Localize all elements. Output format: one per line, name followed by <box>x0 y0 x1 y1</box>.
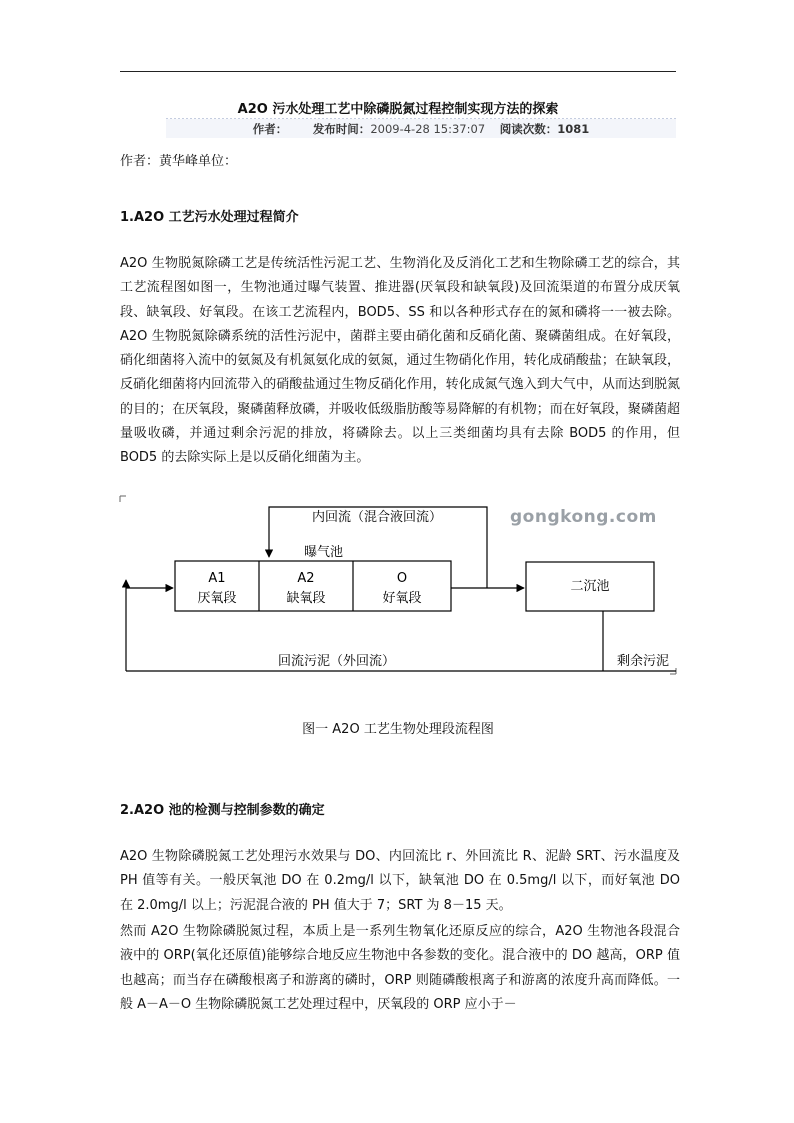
meta-author-label: 作者： <box>252 122 288 136</box>
article-meta-bar <box>166 118 676 138</box>
figure-caption: 图一 A2O 工艺生物处理段流程图 <box>302 722 494 737</box>
section1-heading: 1.A2O 工艺污水处理过程简介 <box>120 210 299 225</box>
section2-paragraph2: 然而 A2O 生物除磷脱氮过程，本质上是一系列生物氧化还原反应的综合，A2O 生物池各段混合液中的 ORP(氧化还原值)能够综合地反应生物池中各参数的变化。混合液中的 DO 越高，ORP 值也越高；而当存在磷酸根离子和游离的磷时，ORP 则随磷酸根离子和游离的浓度升高而降低。一般 A－A－O 生物除磷脱氮工艺处理过程中，厌氧段的 ORP 应小于－ <box>120 924 680 1012</box>
zone-a2-name: 缺氧段 <box>286 591 326 606</box>
meta-date-value: 2009-4-28 15:37:07 <box>370 122 486 136</box>
section1-paragraph: A2O 生物脱氮除磷工艺是传统活性污泥工艺、生物消化及反消化工艺和生物除磷工艺的综合，其工艺流程图如图一，生物池通过曝气装置、推进器(厌氧段和缺氧段)及回流渠道的布置分成厌氧段、缺氧段、好氧段。在该工艺流程内，BOD5、SS 和以各种形式存在的氮和磷将一一被去除。A2O 生物脱氮除磷系统的活性污泥中，菌群主要由硝化菌和反硝化菌、聚磷菌组成。在好氧段，硝化细菌将入流中的氨氮及有机氮氨化成的氨氮，通过生物硝化作用，转化成硝酸盐；在缺氧段，反硝化细菌将内回流带入的硝酸盐通过生物反硝化作用，转化成氮气逸入到大气中，从而达到脱氮的目的；在厌氧段，聚磷菌释放磷，并吸收低级脂肪酸等易降解的有机物；而在好氧段，聚磷菌超量吸收磷，并通过剩余污泥的排放，将磷除去。以上三类细菌均具有去除 BOD5 的作用，但 BOD5 的去除实际上是以反硝化细菌为主。 <box>120 256 680 466</box>
meta-reads-value: 1081 <box>557 122 590 136</box>
meta-reads-label: 阅读次数： <box>499 122 558 136</box>
zone-a1-code: A1 <box>208 571 226 586</box>
top-rule <box>120 71 676 72</box>
internal-return-label: 内回流（混合液回流） <box>312 510 443 525</box>
diagram-watermark: gongkong.com <box>510 507 657 527</box>
section2-heading: 2.A2O 池的检测与控制参数的确定 <box>120 803 325 818</box>
secondary-clarifier-label: 二沉池 <box>570 579 610 594</box>
a2o-flow-diagram <box>0 490 794 680</box>
zone-a2-code: A2 <box>297 571 315 586</box>
section2-paragraph1: A2O 生物除磷脱氮工艺处理污水效果与 DO、内回流比 r、外回流比 R、泥龄 SRT、污水温度及 PH 值等有关。一般厌氧池 DO 在 0.2mg/l 以下，缺氧池 DO 在 0.5mg/l 以下，而好氧池 DO 在 2.0mg/l 以上；污泥混合液的 PH 值大于 7；SRT 为 8－15 天。 <box>120 849 680 913</box>
article-title: A2O 污水处理工艺中除磷脱氮过程控制实现方法的探索 <box>237 102 559 117</box>
author-line: 作者：黄华峰单位： <box>120 154 238 169</box>
zone-a1-name: 厌氧段 <box>197 591 237 606</box>
aeration-tank-label: 曝气池 <box>304 545 344 560</box>
excess-sludge-label: 剩余污泥 <box>617 654 670 669</box>
zone-o-code: O <box>396 571 408 586</box>
zone-o-name: 好氧段 <box>382 591 422 606</box>
return-sludge-label: 回流污泥（外回流） <box>278 654 396 669</box>
diagram-corner-mark <box>120 496 126 502</box>
meta-date-label: 发布时间： <box>312 122 371 136</box>
